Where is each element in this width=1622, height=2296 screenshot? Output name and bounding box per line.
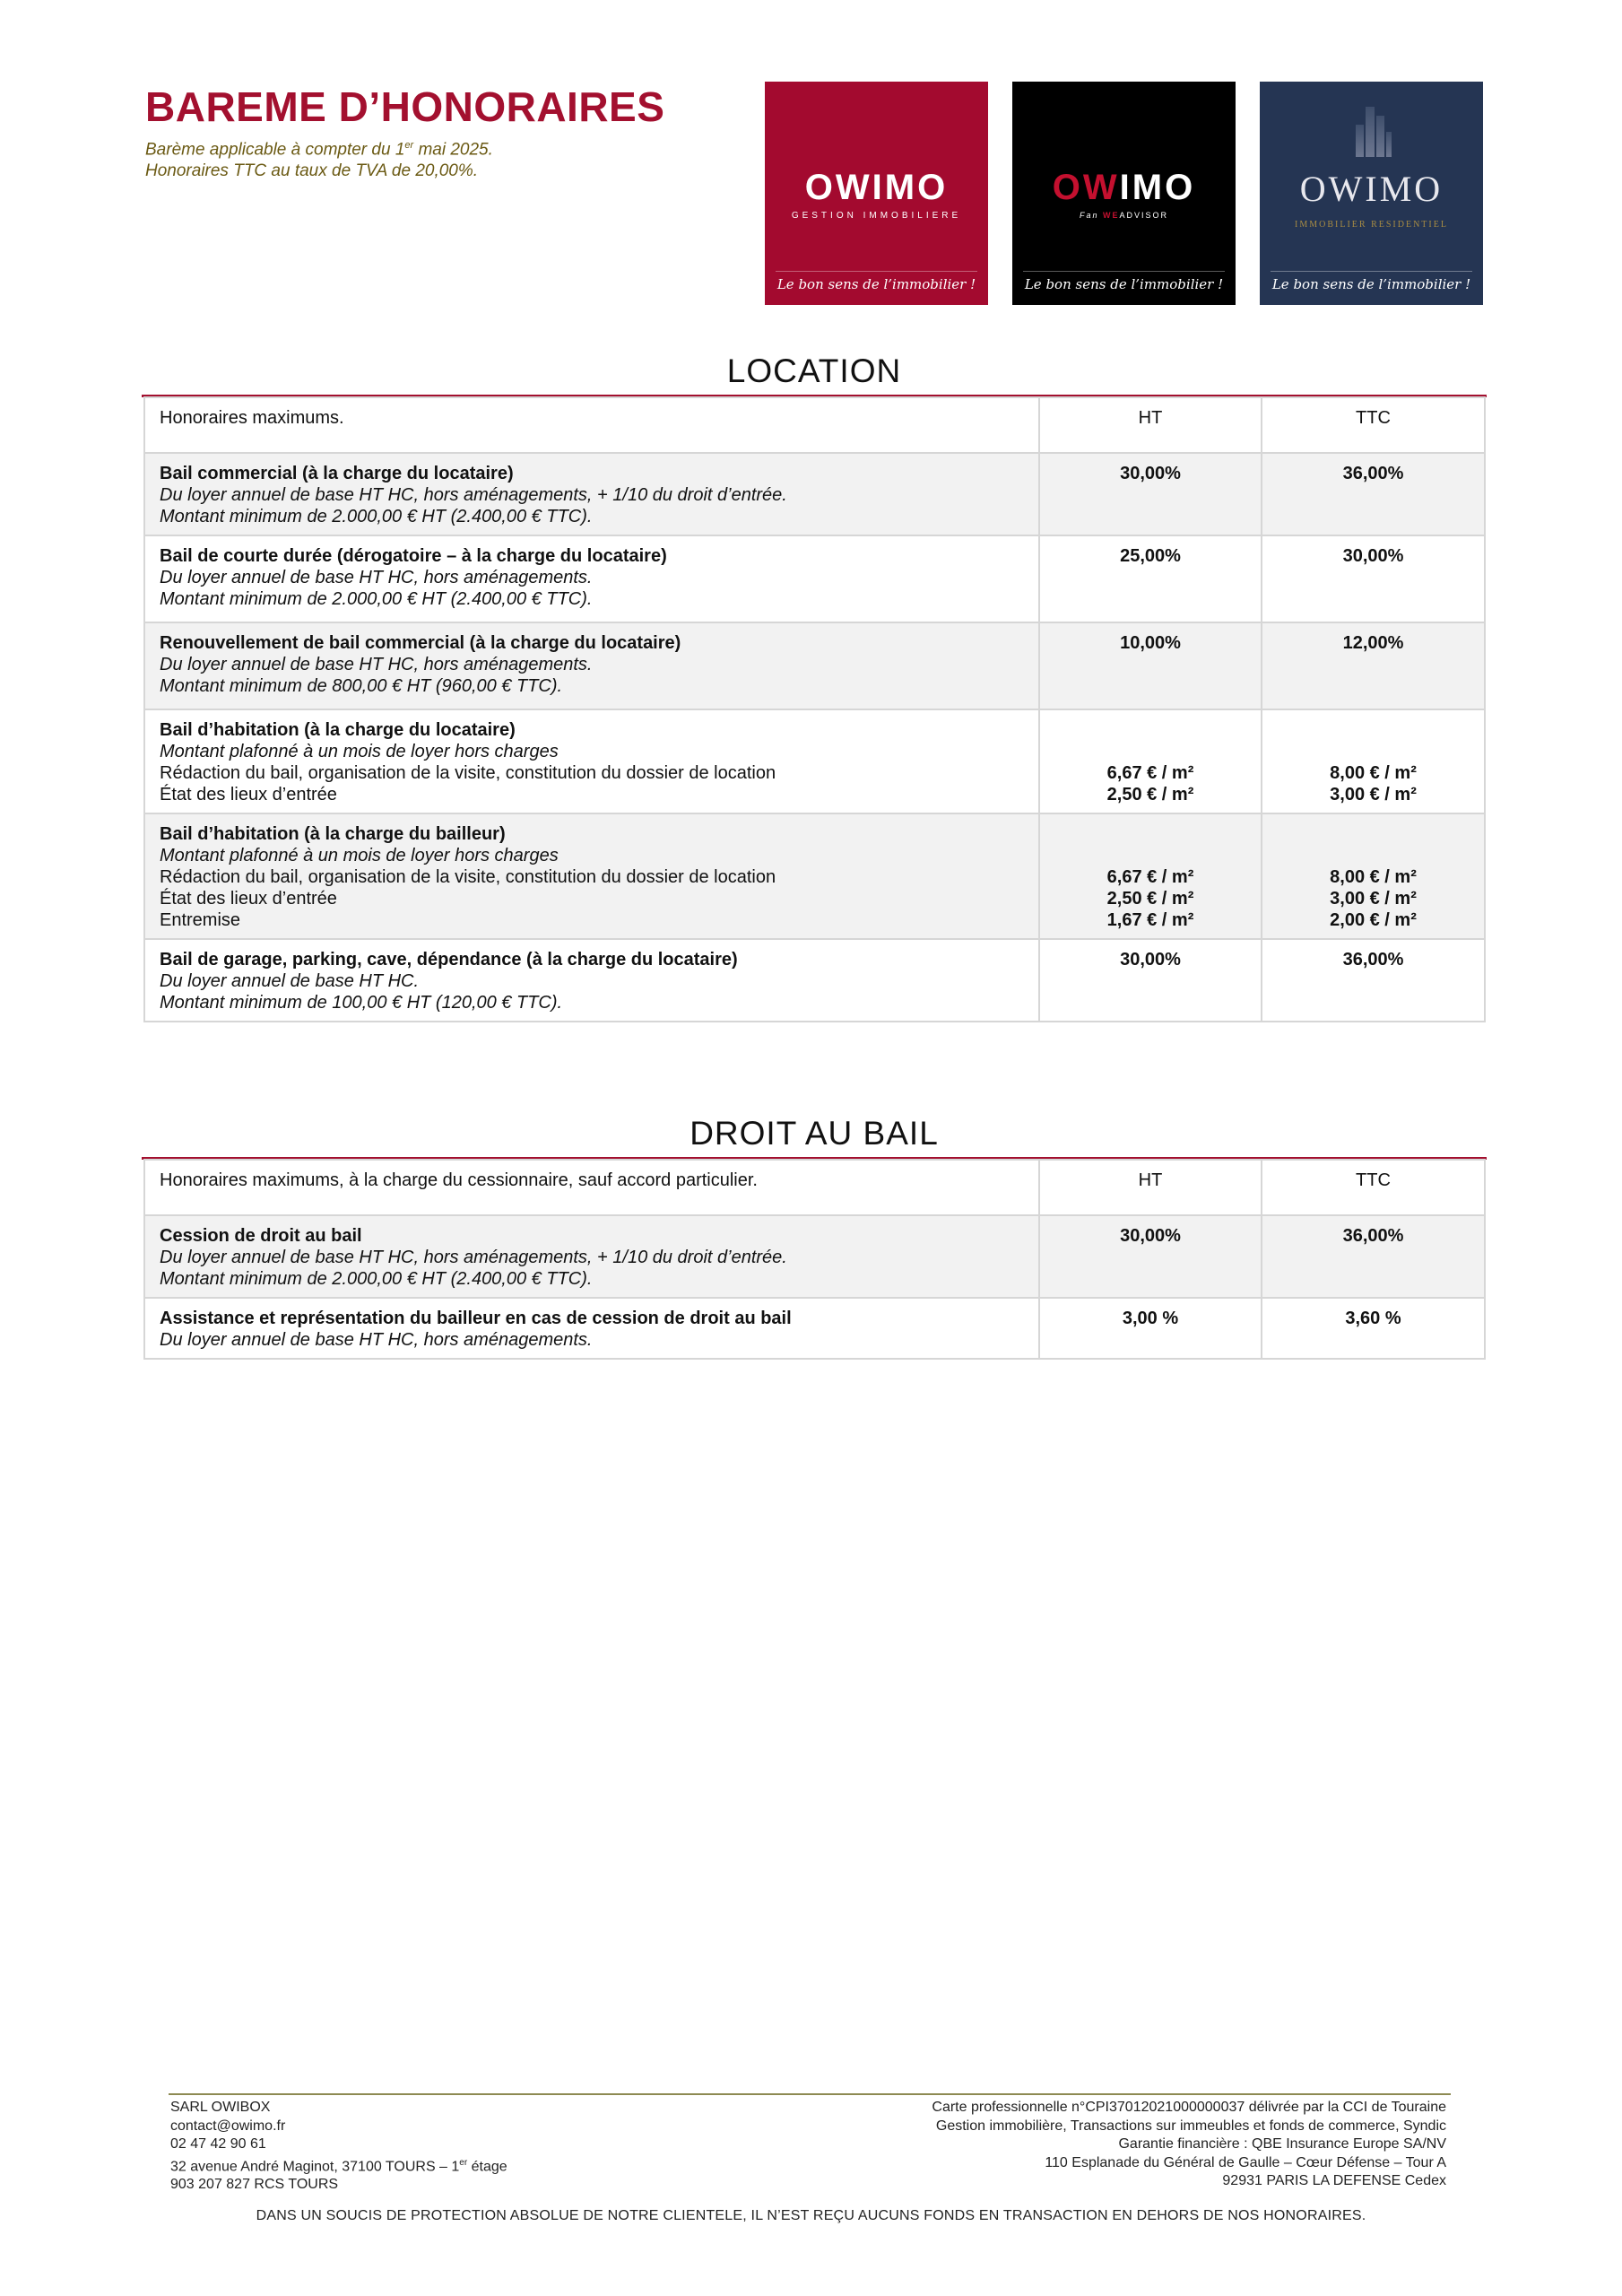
applicability-date: Barème applicable à compter du 1er mai 2025.: [145, 140, 493, 160]
rate-ht: 30,00%: [1120, 1226, 1181, 1246]
rate-ht: 6,67 € / m²: [1106, 867, 1194, 887]
rate-ht: 2,50 € / m²: [1106, 889, 1194, 909]
row-item: Rédaction du bail, organisation de la visite, constitution du dossier de location: [160, 763, 776, 783]
logo-brand-name: OWIMO: [1052, 168, 1196, 207]
logo-slogan: Le bon sens de l’immobilier !: [1260, 276, 1483, 292]
rate-ht: 30,00%: [1120, 464, 1181, 483]
rate-ht: 25,00%: [1120, 546, 1181, 566]
table-row: [144, 535, 1485, 622]
row-detail: Du loyer annuel de base HT HC, hors aménagements, + 1/10 du droit d’entrée.: [160, 485, 787, 505]
table-row: [144, 939, 1485, 1022]
logo-slogan: Le bon sens de l’immobilier !: [765, 276, 988, 292]
row-item: État des lieux d’entrée: [160, 889, 337, 909]
rate-ttc: 12,00%: [1342, 633, 1404, 653]
table-row: [144, 1215, 1485, 1298]
row-title: Bail de courte durée (dérogatoire – à la charge du locataire): [160, 546, 667, 566]
rate-ht: 3,00 %: [1122, 1309, 1179, 1328]
header-subtitle: [145, 135, 493, 182]
building-icon: [1356, 107, 1392, 157]
header-ht: HT: [1039, 1160, 1262, 1215]
row-detail: Du loyer annuel de base HT HC.: [160, 971, 420, 991]
row-detail: Montant plafonné à un mois de loyer hors charges: [160, 742, 559, 761]
rate-ttc: 36,00%: [1342, 464, 1404, 483]
droit-au-bail-table: [143, 1159, 1486, 1360]
row-detail: Montant minimum de 800,00 € HT (960,00 € TTC).: [160, 676, 563, 696]
company-name: SARL OWIBOX: [170, 2100, 271, 2115]
table-row: [144, 1298, 1485, 1359]
owimo-gestion-logo: [765, 82, 988, 305]
header-ht: HT: [1039, 397, 1262, 453]
rate-ttc: 8,00 € / m²: [1330, 763, 1417, 783]
header-ttc: TTC: [1262, 1160, 1485, 1215]
page-title: BAREME D’HONORAIRES: [145, 83, 665, 130]
rate-ttc: 36,00%: [1342, 950, 1404, 970]
header-label: Honoraires maximums, à la charge du cessionnaire, sauf accord particulier.: [144, 1160, 1039, 1215]
company-info: [170, 2099, 507, 2195]
header-ttc: TTC: [1262, 397, 1485, 453]
logo-subtitle: GESTION IMMOBILIERE: [791, 211, 962, 221]
row-detail: Du loyer annuel de base HT HC, hors aménagements, + 1/10 du droit d’entrée.: [160, 1248, 787, 1267]
logo-brand-name: OWIMO: [804, 168, 949, 207]
row-title: Bail d’habitation (à la charge du bailleur): [160, 824, 506, 844]
activities: Gestion immobilière, Transactions sur immeubles et fonds de commerce, Syndic: [935, 2118, 1446, 2134]
logo-subtitle: Fan WEADVISOR: [1079, 211, 1169, 220]
contact-email[interactable]: contact@owimo.fr: [170, 2118, 286, 2134]
row-detail: Du loyer annuel de base HT HC, hors aménagements.: [160, 568, 593, 587]
row-detail: Montant plafonné à un mois de loyer hors charges: [160, 846, 559, 865]
guarantor-city: 92931 PARIS LA DEFENSE Cedex: [1222, 2173, 1446, 2188]
rate-ht: 1,67 € / m²: [1106, 910, 1194, 930]
row-title: Bail d’habitation (à la charge du locataire): [160, 720, 516, 740]
row-item: Entremise: [160, 910, 241, 930]
professional-card: Carte professionnelle n°CPI37012021000000037 délivrée par la CCI de Touraine: [932, 2100, 1446, 2115]
rate-ttc: 36,00%: [1342, 1226, 1404, 1246]
location-table: [143, 396, 1486, 1022]
row-detail: Montant minimum de 2.000,00 € HT (2.400,00 € TTC).: [160, 1269, 593, 1289]
logo-subtitle: IMMOBILIER RESIDENTIEL: [1295, 220, 1448, 230]
table-row: [144, 813, 1485, 939]
rate-ttc: 8,00 € / m²: [1330, 867, 1417, 887]
vat-note: Honoraires TTC au taux de TVA de 20,00%.: [145, 161, 479, 181]
table-row: [144, 622, 1485, 709]
rate-ttc: 3,00 € / m²: [1330, 785, 1417, 804]
rate-ttc: 3,00 € / m²: [1330, 889, 1417, 909]
rate-ht: 6,67 € / m²: [1106, 763, 1194, 783]
location-section-title: LOCATION: [726, 352, 902, 389]
header-label: Honoraires maximums.: [144, 397, 1039, 453]
guarantor-address: 110 Esplanade du Général de Gaulle – Cœur Défense – Tour A: [1045, 2154, 1446, 2170]
rate-ttc: 30,00%: [1342, 546, 1404, 566]
financial-guarantee: Garantie financière : QBE Insurance Europe SA/NV: [1118, 2136, 1446, 2152]
owimo-weadvisor-logo: [1012, 82, 1236, 305]
client-protection-note: DANS UN SOUCIS DE PROTECTION ABSOLUE DE NOTRE CLIENTELE, IL N’EST REÇU AUCUNS FONDS EN TRANSACTION EN DEHORS DE NOS HONORAIRES.: [256, 2208, 1366, 2223]
row-detail: Du loyer annuel de base HT HC, hors aménagements.: [160, 655, 593, 674]
row-detail: Du loyer annuel de base HT HC, hors aménagements.: [160, 1330, 593, 1350]
logo-brand-name: OWIMO: [1299, 169, 1444, 209]
legal-info: [932, 2099, 1446, 2191]
table-header-row: [144, 397, 1485, 453]
row-title: Bail commercial (à la charge du locataire): [160, 464, 514, 483]
row-title: Bail de garage, parking, cave, dépendance (à la charge du locataire): [160, 950, 738, 970]
footer-divider: [169, 2093, 1451, 2095]
rate-ht: 30,00%: [1120, 950, 1181, 970]
owimo-residentiel-logo: [1260, 82, 1483, 305]
company-address: 32 avenue André Maginot, 37100 TOURS – 1er étage: [170, 2157, 507, 2174]
company-rcs: 903 207 827 RCS TOURS: [170, 2177, 339, 2193]
row-detail: Montant minimum de 2.000,00 € HT (2.400,00 € TTC).: [160, 507, 593, 526]
logo-slogan: Le bon sens de l’immobilier !: [1012, 276, 1236, 292]
row-item: Rédaction du bail, organisation de la visite, constitution du dossier de location: [160, 867, 776, 887]
table-header-row: [144, 1160, 1485, 1215]
row-detail: Montant minimum de 2.000,00 € HT (2.400,00 € TTC).: [160, 589, 593, 609]
rate-ttc: 2,00 € / m²: [1330, 910, 1417, 930]
row-detail: Montant minimum de 100,00 € HT (120,00 € TTC).: [160, 993, 563, 1013]
table-row: [144, 709, 1485, 813]
contact-phone: 02 47 42 90 61: [170, 2136, 266, 2152]
row-item: État des lieux d’entrée: [160, 785, 337, 804]
rate-ht: 10,00%: [1120, 633, 1181, 653]
row-title: Assistance et représentation du bailleur en cas de cession de droit au bail: [160, 1309, 792, 1328]
row-title: Cession de droit au bail: [160, 1226, 362, 1246]
table-row: [144, 453, 1485, 535]
rate-ttc: 3,60 %: [1345, 1309, 1401, 1328]
row-title: Renouvellement de bail commercial (à la charge du locataire): [160, 633, 681, 653]
droit-au-bail-section-title: DROIT AU BAIL: [690, 1115, 939, 1152]
rate-ht: 2,50 € / m²: [1106, 785, 1194, 804]
